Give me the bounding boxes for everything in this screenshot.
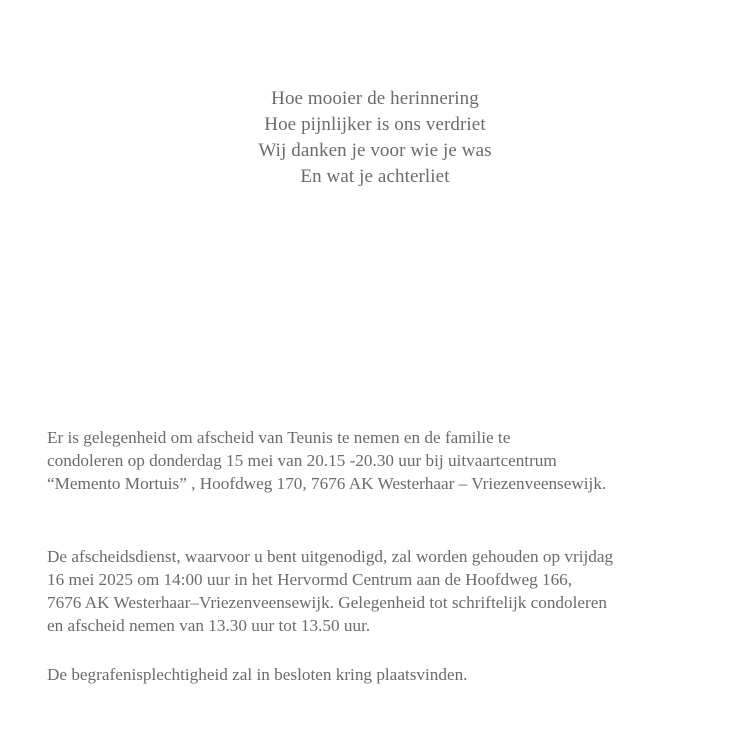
- poem-line: Wij danken je voor wie je was: [258, 140, 492, 161]
- poem-line: En wat je achterliet: [300, 166, 450, 187]
- condolence-visit-paragraph: [47, 426, 727, 495]
- paragraph-line: Er is gelegenheid om afscheid van Teunis te nemen en de familie te: [47, 428, 511, 447]
- paragraph-line: condoleren op donderdag 15 mei van 20.15 -20.30 uur bij uitvaartcentrum: [47, 451, 557, 470]
- paragraph-line: De begrafenisplechtigheid zal in besloten kring plaatsvinden.: [47, 665, 468, 684]
- paragraph-line: De afscheidsdienst, waarvoor u bent uitgenodigd, zal worden gehouden op vrijdag: [47, 547, 614, 566]
- poem-line: Hoe mooier de herinnering: [271, 88, 479, 109]
- poem-line: Hoe pijnlijker is ons verdriet: [264, 114, 486, 135]
- paragraph-line: 7676 AK Westerhaar–Vriezenveensewijk. Gelegenheid tot schriftelijk condoleren: [47, 593, 607, 612]
- farewell-service-paragraph: [47, 545, 727, 637]
- burial-note-paragraph: [47, 663, 727, 686]
- paragraph-line: “Memento Mortuis” , Hoofdweg 170, 7676 AK Westerhaar – Vriezenveensewijk.: [47, 474, 607, 493]
- paragraph-line: 16 mei 2025 om 14:00 uur in het Hervormd Centrum aan de Hoofdweg 166,: [47, 570, 573, 589]
- memorial-poem: [0, 86, 750, 190]
- paragraph-line: en afscheid nemen van 13.30 uur tot 13.50 uur.: [47, 616, 371, 635]
